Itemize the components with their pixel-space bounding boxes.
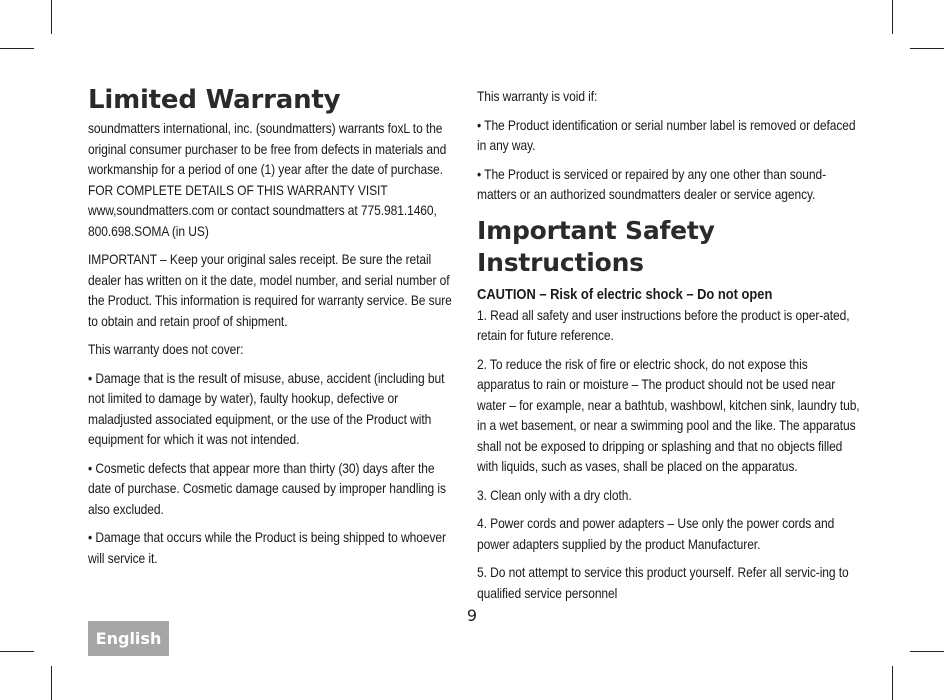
not-cover-heading: This warranty does not cover: (88, 341, 244, 357)
instruction-item: 5. Do not attempt to service this product yourself. Refer all servic-ing to qualified service personnel (477, 564, 849, 601)
instruction-item: 1. Read all safety and user instructions before the product is oper-ated, retain for future reference. (477, 306, 850, 343)
instruction-item: 4. Power cords and power adapters – Use only the power cords and power adapters supplied by the product Manufacturer. (477, 515, 835, 552)
safety-title: Important Safety Instructions (477, 215, 715, 277)
not-cover-item: • Cosmetic defects that appear more than thirty (30) days after the date of purchase. Cosmetic damage caused by improper handling is also excluded. (88, 459, 446, 517)
caution-heading: CAUTION – Risk of electric shock – Do not open (477, 285, 773, 303)
warranty-intro: soundmatters international, inc. (soundmatters) warrants foxL to the original consumer purchaser to be free from defects in materials and workmanship for a period of one (1) year after the date of purchase. (88, 120, 447, 177)
void-item: • The Product identification or serial number label is removed or defaced in any way. (477, 116, 856, 153)
crop-mark (892, 0, 893, 34)
language-tab: English (88, 621, 169, 656)
void-item: • The Product is serviced or repaired by any one other than sound-matters or an authorized soundmatters dealer or service agency. (477, 165, 827, 202)
crop-mark (910, 48, 944, 49)
crop-mark (910, 651, 944, 652)
safety-column (477, 86, 861, 611)
not-cover-item: • Damage that occurs while the Product is being shipped to whoever will service it. (88, 529, 446, 566)
important-note: IMPORTANT – Keep your original sales receipt. Be sure the retail dealer has written on it the date, model number, and serial number of the Product. This information is required for warranty service. Be sure to obtain and retain proof of shipment. (88, 251, 452, 329)
instruction-item: 2. To reduce the risk of fire or electric shock, do not expose this apparatus to rain or moisture – The product should not be used near water – for example, near a bathtub, washbowl, kitchen sink, laundry tub, in a wet basement, or near a swimming pool and the like. The apparatus shall not be exposed to dripping or splashing and that no objects filled with liquids, such as vases, shall be placed on the apparatus. (477, 355, 860, 474)
crop-mark (51, 666, 52, 700)
crop-mark (892, 666, 893, 700)
warranty-column (88, 84, 460, 576)
instruction-item: 3. Clean only with a dry cloth. (477, 486, 632, 503)
crop-mark (51, 0, 52, 34)
not-cover-item: • Damage that is the result of misuse, abuse, accident (including but not limited to damage by water), faulty hookup, defective or maladjusted associated equipment, or the use of the Product with equipment for which it was not intended. (88, 369, 445, 447)
crop-mark (0, 48, 34, 49)
crop-mark (0, 651, 34, 652)
warranty-title: Limited Warranty (88, 85, 341, 115)
page-number: 9 (466, 606, 478, 625)
void-heading: This warranty is void if: (477, 88, 598, 104)
warranty-details: FOR COMPLETE DETAILS OF THIS WARRANTY VISIT www,soundmatters.com or contact soundmatters at 775.981.1460, 800.698.SOMA (in US) (88, 181, 437, 239)
